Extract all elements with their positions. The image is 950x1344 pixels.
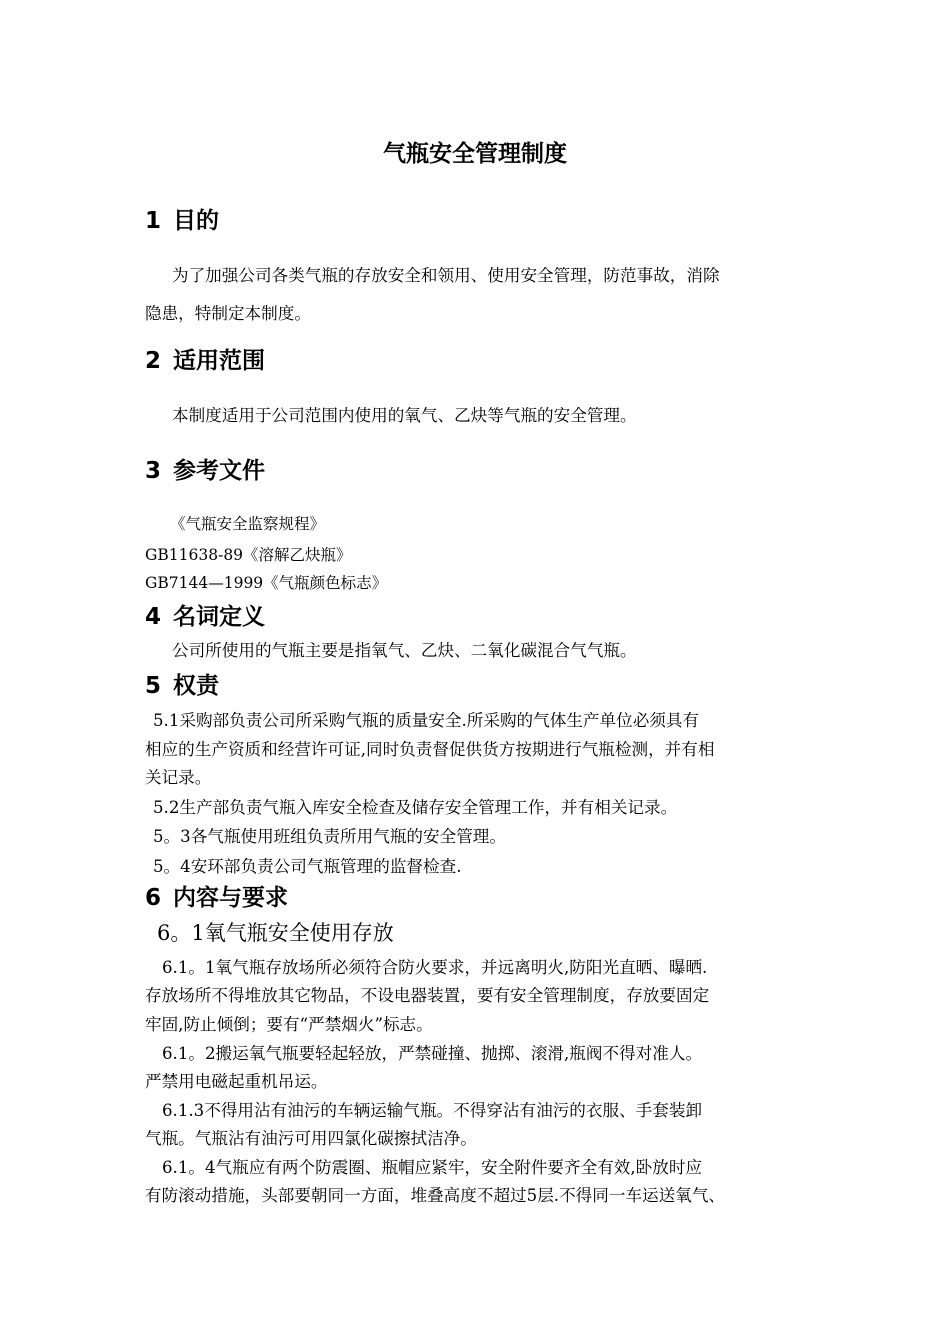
section-title: 名词定义 [173,604,266,630]
section-number: 5 [145,673,162,699]
reference-item: GB7144—1999《气瓶颜色标志》 [145,574,388,592]
section-number: 3 [145,458,162,484]
section-1-heading [145,205,219,237]
section-title: 适用范围 [173,348,266,374]
section-number: 6 [145,885,162,911]
section-number: 4 [145,604,162,630]
paragraph-line: 5。3各气瓶使用班组负责所用气瓶的安全管理。 [153,827,506,846]
paragraph-line: 6.1.3不得用沾有油污的车辆运输气瓶。不得穿沾有油污的衣服、手套装卸 [162,1101,703,1120]
paragraph-line: 5.2生产部负责气瓶入库安全检查及储存安全管理工作，并有相关记录。 [153,798,678,817]
subsection-heading: 6。1氧气瓶安全使用存放 [157,921,394,945]
section-2-heading [145,345,265,377]
paragraph-line: 相应的生产资质和经营许可证,同时负责督促供货方按期进行气瓶检测，并有相 [145,740,715,759]
paragraph-line: 关记录。 [145,768,212,787]
paragraph-line: 6.1。1氧气瓶存放场所必须符合防火要求，并远离明火,防阳光直晒、曝晒. [162,958,708,977]
paragraph-line: 5.1采购部负责公司所采购气瓶的质量安全.所采购的气体生产单位必须具有 [153,711,700,730]
paragraph-line: 本制度适用于公司范围内使用的氧气、乙炔等气瓶的安全管理。 [172,406,637,425]
section-4-heading [145,601,265,633]
paragraph-line: 气瓶。气瓶沾有油污可用四氯化碳擦拭洁净。 [145,1129,477,1148]
section-number: 1 [145,208,162,234]
paragraph-line: 隐患，特制定本制度。 [145,304,311,323]
paragraph-line: 严禁用电磁起重机吊运。 [145,1072,328,1091]
paragraph-line: 5。4安环部负责公司气瓶管理的监督检查. [153,857,462,876]
section-title: 目的 [173,208,220,234]
paragraph-line: 6.1。2搬运氧气瓶要轻起轻放，严禁碰撞、抛掷、滚滑,瓶阀不得对准人。 [162,1044,703,1063]
paragraph-line: 6.1。4气瓶应有两个防震圈、瓶帽应紧牢，安全附件要齐全有效,卧放时应 [162,1158,703,1177]
section-title: 内容与要求 [173,885,289,911]
reference-item: GB11638-89《溶解乙炔瓶》 [145,546,352,564]
reference-item: 《气瓶安全监察规程》 [170,515,326,533]
paragraph-line: 牢固,防止倾倒；要有“严禁烟火”标志。 [145,1015,433,1034]
section-number: 2 [145,348,162,374]
section-title: 参考文件 [173,458,266,484]
section-5-heading [145,670,219,702]
section-3-heading [145,455,265,487]
paragraph-line: 有防滚动措施，头部要朝同一方面，堆叠高度不超过5层.不得同一车运送氧气、 [145,1186,726,1205]
paragraph-line: 为了加强公司各类气瓶的存放安全和领用、使用安全管理，防范事故，消除 [172,266,720,285]
paragraph-line: 公司所使用的气瓶主要是指氧气、乙炔、二氧化碳混合气气瓶。 [172,641,637,660]
section-6-heading [145,882,288,914]
paragraph-line: 存放场所不得堆放其它物品，不设电器装置，要有安全管理制度，存放要固定 [145,986,710,1005]
section-title: 权责 [173,673,220,699]
document-title: 气瓶安全管理制度 [383,141,567,167]
